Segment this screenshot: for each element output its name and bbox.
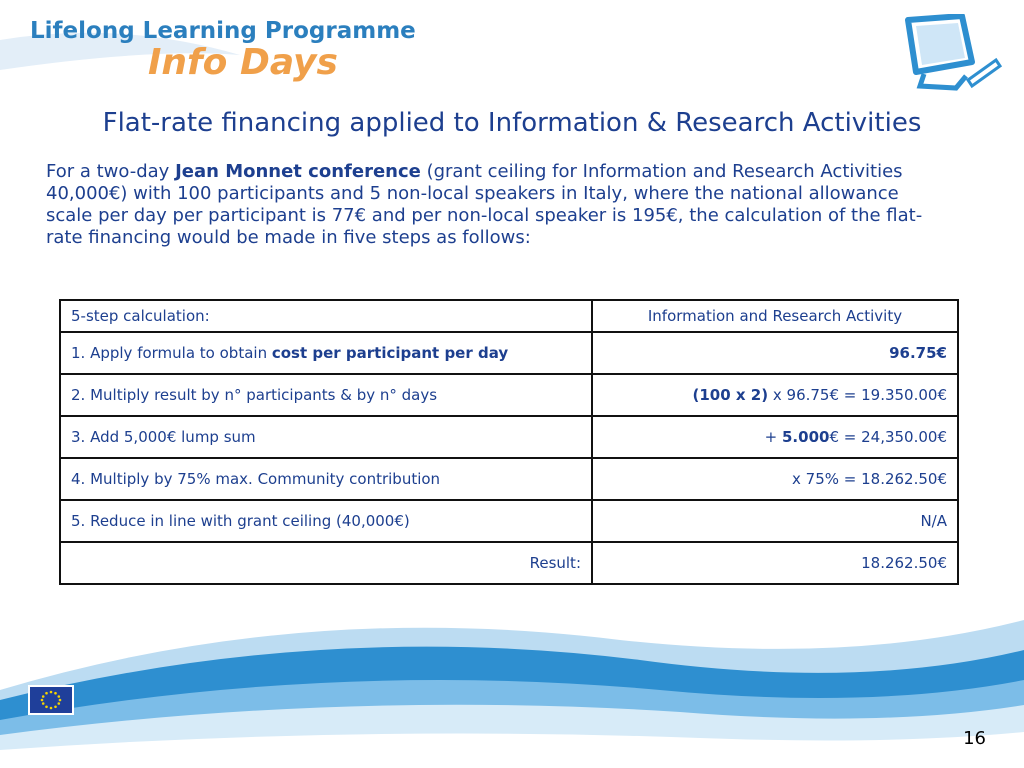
- computer-monitor-icon: [900, 14, 1005, 99]
- column-header-steps: 5-step calculation:: [60, 300, 592, 332]
- table-header-row: [60, 300, 958, 332]
- result-value: 18.262.50€: [592, 542, 958, 584]
- step-value: x 75% = 18.262.50€: [592, 458, 958, 500]
- intro-suffix: (grant ceiling for Information and Research Activities 40,000€) with 100 participants and 5 non-local speakers in Italy, where the national allowance scale per day per participant is 77€ and per non-local speaker is 195€, the calculation of the flat-rate financing would be made in five steps as follows:: [46, 161, 923, 248]
- table-row: [60, 374, 958, 416]
- result-row: [60, 542, 958, 584]
- step-value-bold: 96.75€: [889, 344, 947, 362]
- slide-title: Flat-rate financing applied to Information & Research Activities: [102, 108, 922, 138]
- step-value-rest: x 96.75€ = 19.350.00€: [768, 386, 947, 404]
- table-row: [60, 332, 958, 374]
- step-value-bold: (100 x 2): [692, 386, 769, 404]
- step-label: [60, 332, 592, 374]
- table-row: [60, 500, 958, 542]
- logo-subtitle: Info Days: [148, 42, 338, 83]
- step-value: [592, 374, 958, 416]
- step-label-bold: cost per participant per day: [271, 344, 509, 362]
- intro-paragraph: [46, 161, 946, 249]
- column-header-activity: Information and Research Activity: [592, 300, 958, 332]
- programme-logo: [30, 18, 416, 83]
- table-row: [60, 416, 958, 458]
- logo-title: Lifelong Learning Programme: [30, 18, 416, 44]
- step-label: 3. Add 5,000€ lump sum: [60, 416, 592, 458]
- calculation-table: [59, 299, 959, 585]
- eu-flag-icon: [28, 685, 74, 715]
- step-value-prefix: +: [764, 428, 782, 446]
- step-label: 4. Multiply by 75% max. Community contribution: [60, 458, 592, 500]
- step-label: 2. Multiply result by n° participants & by n° days: [60, 374, 592, 416]
- step-label-plain: 1. Apply formula to obtain: [71, 344, 272, 362]
- step-value-bold: 5.000: [782, 428, 830, 446]
- result-label: Result:: [60, 542, 592, 584]
- step-value: N/A: [592, 500, 958, 542]
- intro-prefix: For a two-day: [46, 161, 176, 182]
- step-value: [592, 416, 958, 458]
- intro-bold: Jean Monnet conference: [175, 161, 421, 182]
- page-number: 16: [963, 728, 986, 749]
- table-row: [60, 458, 958, 500]
- step-value: [592, 332, 958, 374]
- step-value-rest: € = 24,350.00€: [829, 428, 947, 446]
- step-label: 5. Reduce in line with grant ceiling (40,000€): [60, 500, 592, 542]
